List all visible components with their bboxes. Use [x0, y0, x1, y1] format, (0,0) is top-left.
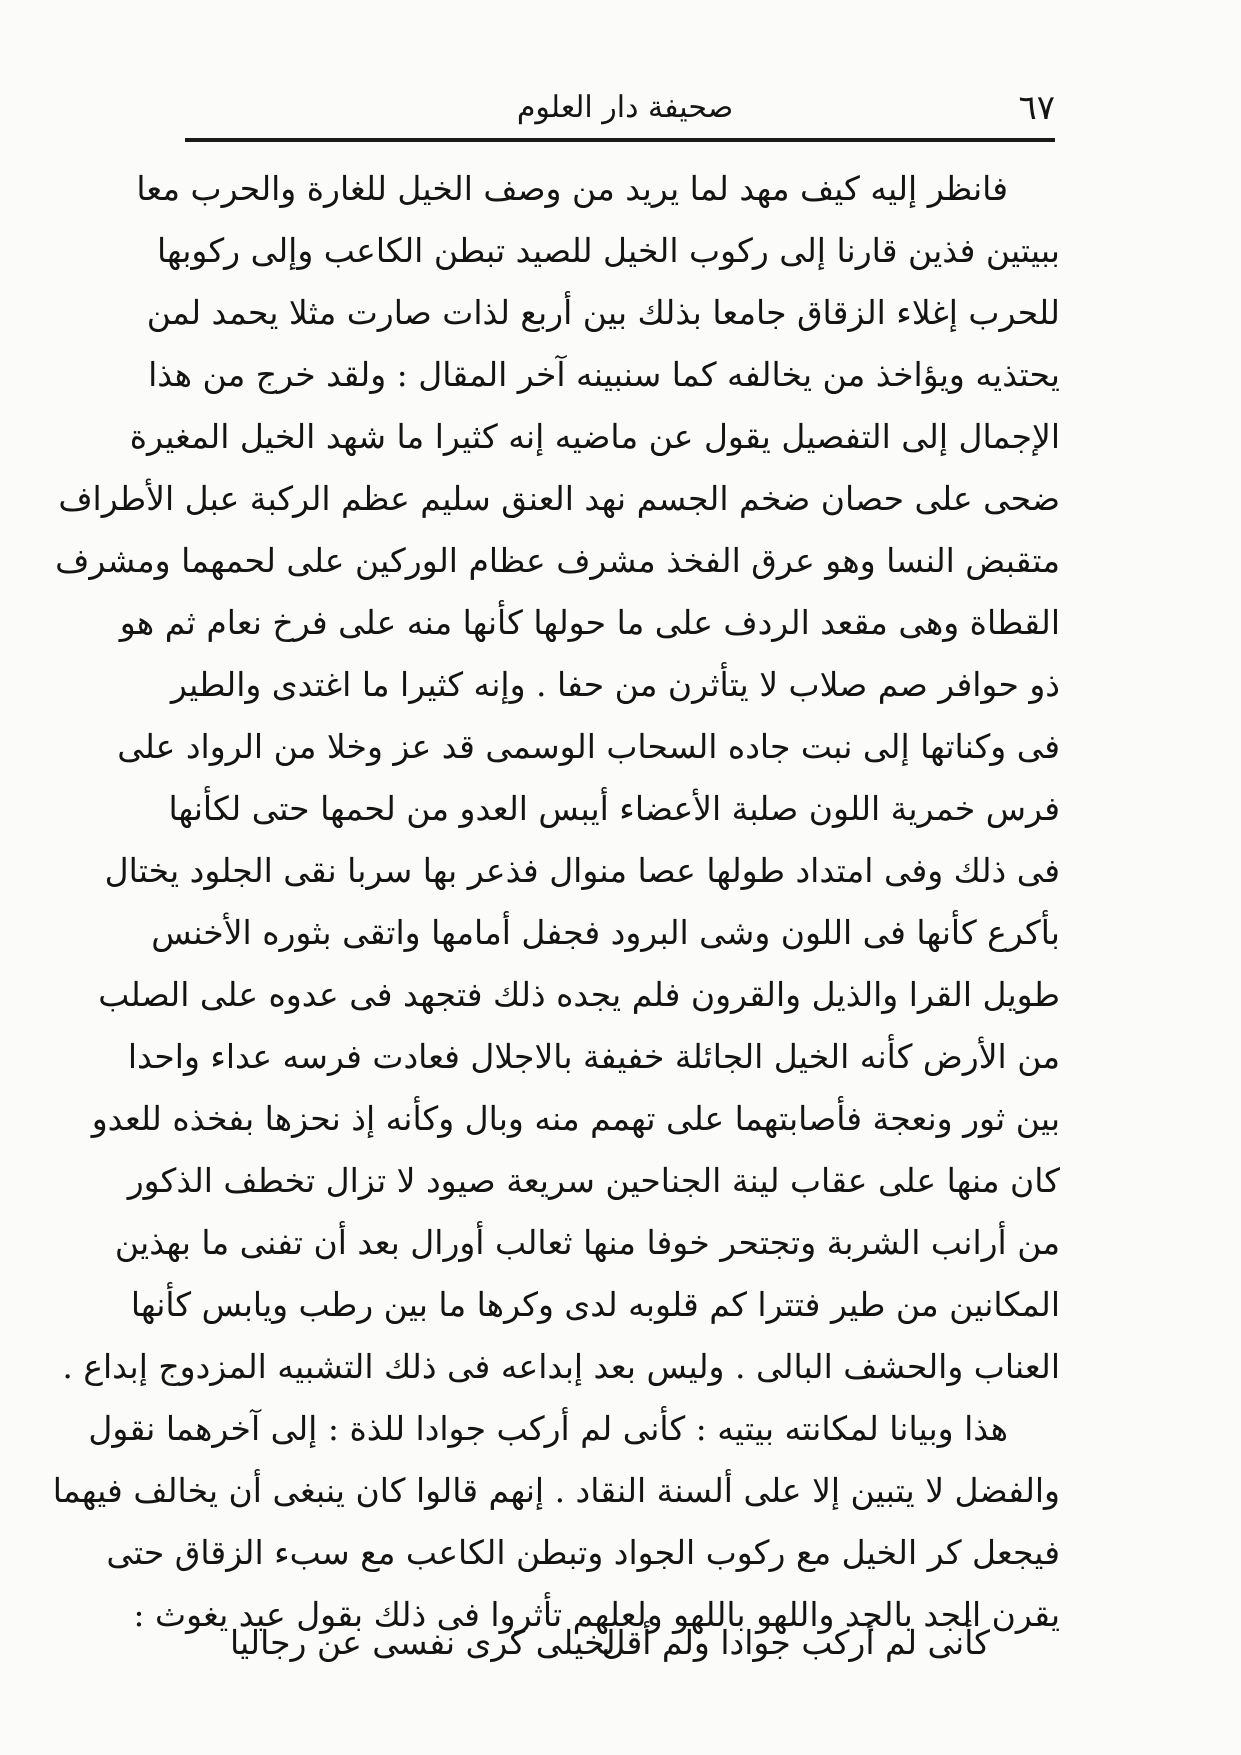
text-line: يقرن الجد بالجد واللهو باللهو ولعلهم تأثروا فى ذلك بقول عبد يغوث : [133, 1595, 1060, 1634]
body-text [52, 158, 1060, 1646]
text-line: بين ثور ونعجة فأصابتهما على تهمم منه وبال وكأنه إذ نحزها بفخذه للعدو [91, 1099, 1060, 1138]
text-line: الإجمال إلى التفصيل يقول عن ماضيه إنه كثيرا ما شهد الخيل المغيرة [129, 417, 1060, 456]
text-line: فى ذلك وفى امتداد طولها عصا منوال فذعر بها سربا نقى الجلود يختال [104, 851, 1060, 890]
text-line: بأكرع كأنها فى اللون وشى البرود فجفل أمامها واتقى بثوره الأخنس [151, 913, 1060, 952]
running-title: صحيفة دار العلوم [516, 90, 734, 125]
text-line: ذو حوافر صم صلاب لا يتأثرن من حفا . وإنه كثيرا ما اغتدى والطير [170, 665, 1060, 704]
text-line: فيجعل كر الخيل مع ركوب الجواد وتبطن الكاعب مع سبء الزقاق حتى [106, 1533, 1060, 1572]
text-line: ضحى على حصان ضخم الجسم نهد العنق سليم عظم الركبة عبل الأطراف [58, 479, 1060, 518]
page-number: ٦٧ [1018, 88, 1055, 128]
header-rule [185, 138, 1055, 142]
text-line: القطاة وهى مقعد الردف على ما حولها كأنها منه على فرخ نعام ثم هو [119, 603, 1060, 642]
text-line: ببيتين فذين قارنا إلى ركوب الخيل للصيد تبطن الكاعب وإلى ركوبها [156, 231, 1060, 270]
text-line: يحتذيه ويؤاخذ من يخالفه كما سنبينه آخر المقال : ولقد خرج من هذا [148, 355, 1060, 394]
text-line: فى وكناتها إلى نبت جاده السحاب الوسمى قد عز وخلا من الرواد على [117, 727, 1060, 766]
text-line: كان منها على عقاب لينة الجناحين سريعة صيود لا تزال تخطف الذكور [127, 1161, 1060, 1200]
text-line: هذا وبيانا لمكانته بيتيه : كأنى لم أركب جوادا للذة : إلى آخرهما نقول [88, 1409, 1008, 1448]
page-header [195, 80, 1055, 136]
text-line: فرس خمرية اللون صلبة الأعضاء أيبس العدو من لحمها حتى لكأنها [168, 789, 1060, 828]
text-line: العناب والحشف البالى . وليس بعد إبداعه فى ذلك التشبيه المزدوج إبداع . [62, 1347, 1060, 1386]
text-line: طويل القرا والذيل والقرون فلم يجده ذلك فتجهد فى عدوه على الصلب [98, 975, 1060, 1014]
text-line: فانظر إليه كيف مهد لما يريد من وصف الخيل للغارة والحرب معا [136, 169, 1008, 208]
text-line: والفضل لا يتبين إلا على ألسنة النقاد . إنهم قالوا كان ينبغى أن يخالف فيهما [52, 1471, 1060, 1510]
text-line: المكانين من طير فتترا كم قلوبه لدى وكرها ما بين رطب ويابس كأنها [130, 1285, 1060, 1324]
verse-first-hemistich: كأنى لم أركب جوادا ولم أقل [601, 1623, 990, 1662]
text-line: من أرانب الشربة وتجتحر خوفا منها ثعالب أورال بعد أن تفنى ما بهذين [114, 1223, 1060, 1262]
verse-second-hemistich: لخيلى كرى نفسى عن رجاليا [230, 1623, 616, 1662]
poetry-verse [230, 1612, 990, 1674]
text-line: من الأرض كأنه الخيل الجائلة خفيفة بالاجلال فعادت فرسه عداء واحدا [127, 1037, 1060, 1076]
text-line: للحرب إغلاء الزقاق جامعا بذلك بين أربع لذات صارت مثلا يحمد لمن [146, 293, 1060, 332]
text-line: متقبض النسا وهو عرق الفخذ مشرف عظام الوركين على لحمهما ومشرف [55, 541, 1060, 580]
